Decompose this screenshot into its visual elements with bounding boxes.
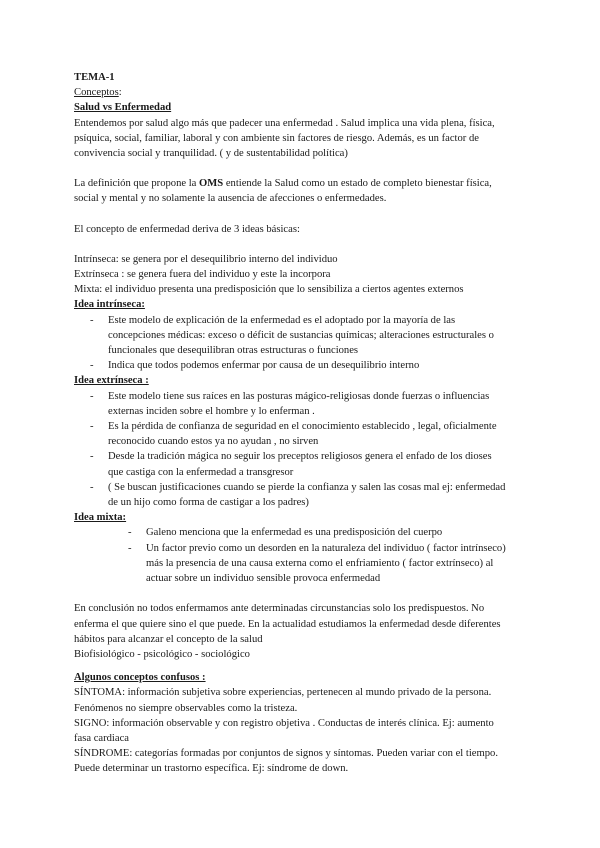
heading-intrinseca: Idea intrínseca: xyxy=(74,299,145,311)
concept-line: Fenómenos no siempre observables como la tristeza. xyxy=(74,702,298,714)
heading-mixta: Idea mixta: xyxy=(74,512,127,524)
paragraph-line: convivencia social y tranquilidad. ( y de sustentabilidad política) xyxy=(74,148,348,160)
document-body xyxy=(74,70,524,777)
definition-line: Extrínseca : se genera fuera del individuo y este la incorpora xyxy=(74,269,331,281)
list-item: - ( Se buscan justificaciones cuando se pierde la confianza y salen las cosas mal ej: enfermedad de un hijo como forma de castigar a los padres) xyxy=(90,481,506,509)
paragraph-line: Entendemos por salud algo más que padecer una enfermedad . Salud implica una vida plena, física, xyxy=(74,117,495,129)
paragraph-line: social y mental y no solamente la ausencia de afecciones o enfermedades. xyxy=(74,193,387,205)
definition-line: Intrínseca: se genera por el desequilibrio interno del individuo xyxy=(74,253,338,265)
paragraph-line: La definición que propone la OMS entiende la Salud como un estado de completo bienestar física, xyxy=(74,178,492,190)
concept-line: SÍNDROME: categorías formadas por conjuntos de signos y síntomas. Pueden variar con el tiempo. xyxy=(74,748,498,760)
list-item: - Desde la tradición mágica no seguir los preceptos religiosos genera el enfado de los dioses que castiga con la enfermedad a transgresor xyxy=(90,451,492,478)
paragraph-line: Biofisiológico - psicológico - sociológico xyxy=(74,648,250,660)
concept-line: fasa cardiaca xyxy=(74,732,129,744)
paragraph-line: En conclusión no todos enfermamos ante determinadas circunstancias solo los predispuestos. No xyxy=(74,603,485,615)
doc-title: TEMA-1 xyxy=(74,72,115,83)
list-item: - Este modelo de explicación de la enfermedad es el adoptado por la mayoría de las concepciones médicas: exceso o déficit de sustancias químicas; alteraciones estructurales o funcionales que desequilibran otras estructuras o funciones xyxy=(90,314,494,357)
list-item: - Indica que todos podemos enfermar por causa de un desequilibrio interno xyxy=(90,360,420,372)
concept-line: Puede determinar un trastorno específica. Ej: síndrome de down. xyxy=(74,763,349,775)
list-item: - Un factor previo como un desorden en la naturaleza del individuo ( factor intrínseco) más la presencia de una causa externa como el enfriamiento ( factor extrínseco) al actuar sobre un individuo sensible provoca enfermedad xyxy=(128,542,506,585)
paragraph-line: enferma el que quiere sino el que puede. En la actualidad estudiamos la enfermedad desde diferentes xyxy=(74,618,501,630)
concept-line: SÍNTOMA: información subjetiva sobre experiencias, pertenecen al mundo privado de la persona. xyxy=(74,687,492,699)
paragraph-line: psíquica, social, familiar, laboral y con ambiente sin factores de riesgo. Además, es un factor de xyxy=(74,132,479,144)
paragraph-line: El concepto de enfermedad deriva de 3 ideas básicas: xyxy=(74,223,300,235)
list-item: - Es la pérdida de confianza de seguridad en el conocimiento establecido , legal, oficialmente reconocido cuando estos ya no ayudan , no sirven xyxy=(90,421,497,448)
list-item: - Este modelo tiene sus raíces en las posturas mágico-religiosas donde fuerzas o influencias externas inciden sobre el hombre y lo enferman . xyxy=(90,390,490,417)
heading-confusos: Algunos conceptos confusos : xyxy=(74,672,206,684)
oms-acronym: OMS xyxy=(199,178,224,190)
list-item: - Galeno menciona que la enfermedad es una predisposición del cuerpo xyxy=(128,527,443,539)
paragraph-line: hábitos para alcanzar el concepto de la salud xyxy=(74,633,263,645)
definition-line: Mixta: el individuo presenta una predisposición que lo sensibiliza a ciertos agentes externos xyxy=(74,284,464,296)
heading-extrinseca: Idea extrínseca : xyxy=(74,375,149,387)
subtitle: Salud vs Enfermedad xyxy=(74,102,172,114)
section-heading: Conceptos: xyxy=(74,87,122,99)
concept-line: SIGNO: información observable y con registro objetiva . Conductas de interés clínica. Ej: aumento xyxy=(74,717,494,729)
